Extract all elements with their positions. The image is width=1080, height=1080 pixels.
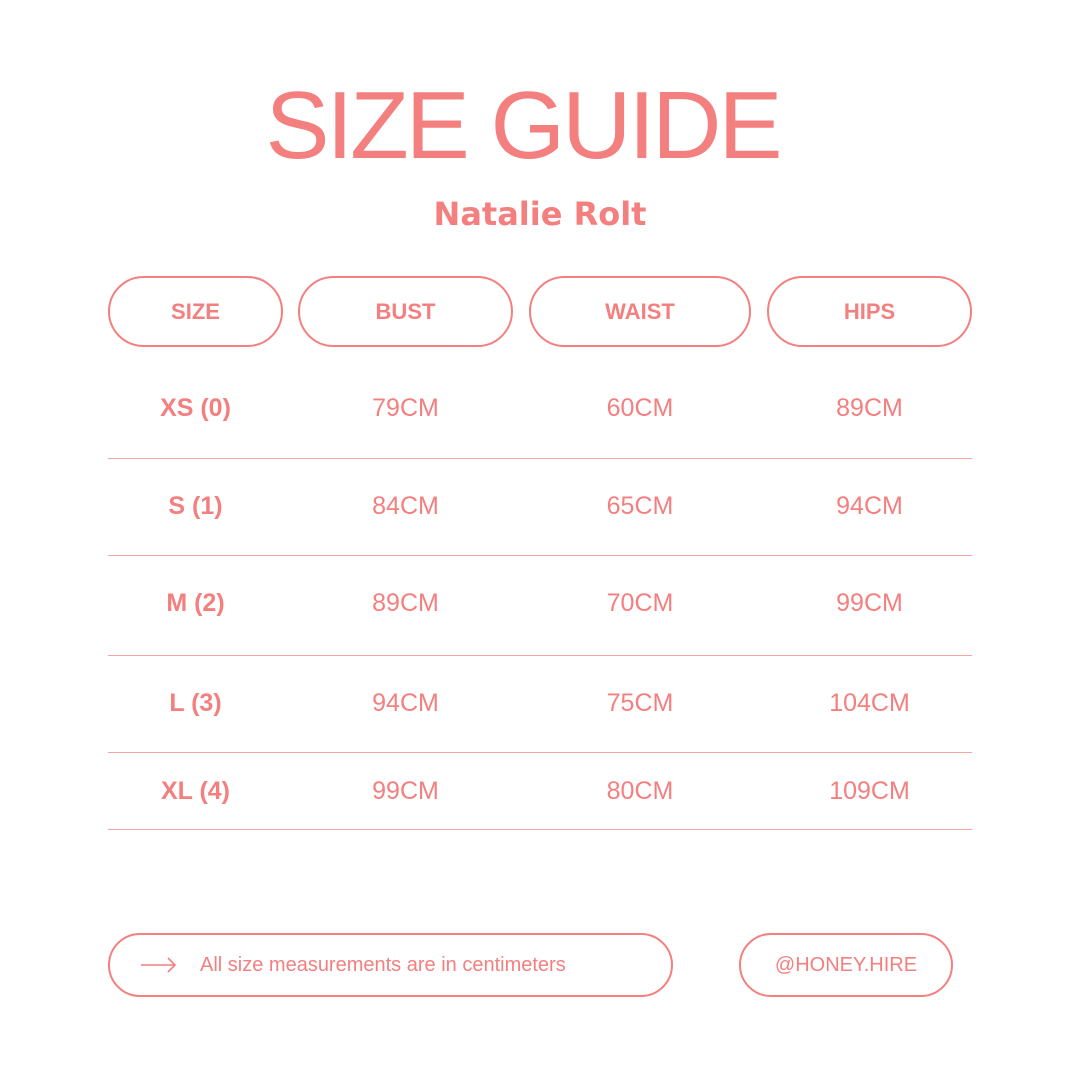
waist-cell: 65CM (606, 492, 674, 520)
waist-cell: 80CM (606, 777, 674, 805)
hips-cell: 99CM (836, 589, 903, 617)
waist-cell: 60CM (606, 394, 674, 422)
row-divider (108, 555, 972, 556)
size-cell: L (3) (169, 689, 222, 717)
waist-cell: 70CM (606, 589, 674, 617)
social-handle[interactable]: @HONEY.HIRE (739, 933, 953, 997)
row-divider (108, 752, 972, 753)
bust-cell: 89CM (372, 589, 439, 617)
row-divider (108, 829, 972, 830)
size-cell: M (2) (166, 589, 225, 617)
column-header-waist: WAIST (529, 276, 751, 347)
size-cell: XS (0) (160, 394, 231, 422)
bust-cell: 99CM (372, 777, 439, 805)
waist-cell: 75CM (606, 689, 674, 717)
size-cell: XL (4) (161, 777, 230, 805)
hips-cell: 104CM (829, 689, 910, 717)
column-header-size: SIZE (108, 276, 283, 347)
bust-cell: 84CM (372, 492, 439, 520)
column-header-bust: BUST (298, 276, 513, 347)
bust-cell: 79CM (372, 394, 439, 422)
arrow-right-icon (140, 955, 178, 975)
row-divider (108, 655, 972, 656)
hips-cell: 89CM (836, 394, 903, 422)
measurement-note-text: All size measurements are in centimeters (200, 953, 566, 976)
hips-cell: 109CM (829, 777, 910, 805)
measurement-note (108, 933, 673, 997)
page-subtitle: Natalie Rolt (433, 195, 647, 233)
row-divider (108, 458, 972, 459)
bust-cell: 94CM (372, 689, 439, 717)
hips-cell: 94CM (836, 492, 903, 520)
column-header-hips: HIPS (767, 276, 972, 347)
size-cell: S (1) (168, 492, 223, 520)
page-title: SIZE GUIDE (265, 72, 780, 179)
